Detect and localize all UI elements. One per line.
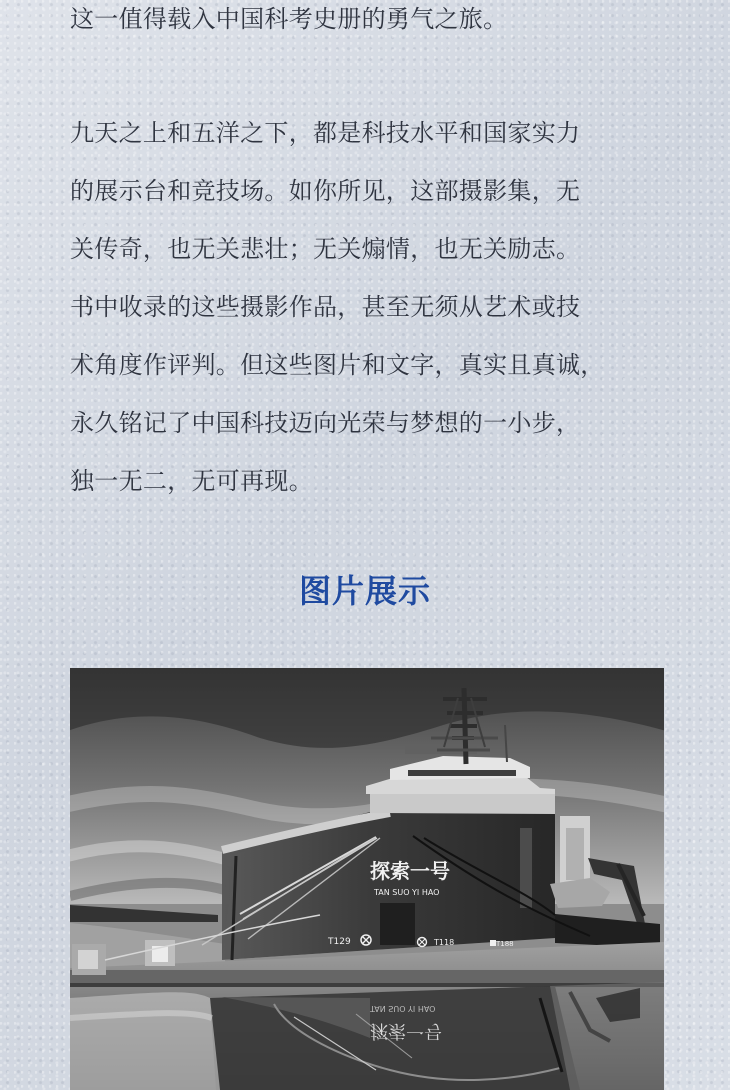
hull-mark: T188 [496, 940, 514, 948]
ship-photo-illustration [70, 668, 664, 1090]
ship-photo [70, 668, 664, 1090]
intro-fragment: 这一值得载入中国科考史册的勇气之旅。 [70, 5, 508, 33]
ship-name-cn: 探索一号 [370, 859, 450, 883]
section-title: 图片展示 [298, 572, 431, 610]
hull-mark: T129 [328, 937, 351, 947]
main-paragraph [70, 104, 670, 510]
hull-mark: T118 [434, 938, 455, 947]
paragraph-line: 术角度作评判。但这些图片和文字，真实且真诚， [70, 351, 605, 379]
svg-text:探索一号: 探索一号 [370, 1020, 442, 1041]
paragraph-line: 关传奇，也无关悲壮；无关煽情，也无关励志。 [70, 235, 581, 263]
paragraph-line: 书中收录的这些摄影作品，甚至无须从艺术或技 [70, 293, 581, 321]
paragraph-line: 永久铭记了中国科技迈向光荣与梦想的一小步， [70, 409, 581, 437]
ship-name-pinyin: TAN SUO YI HAO [374, 888, 440, 897]
paragraph-line: 九天之上和五洋之下，都是科技水平和国家实力 [70, 119, 581, 147]
svg-text:TAN SUO YI HAO: TAN SUO YI HAO [370, 1004, 436, 1013]
paragraph-line: 独一无二，无可再现。 [70, 467, 313, 495]
paragraph-line: 的展示台和竞技场。如你所见，这部摄影集，无 [70, 177, 581, 205]
